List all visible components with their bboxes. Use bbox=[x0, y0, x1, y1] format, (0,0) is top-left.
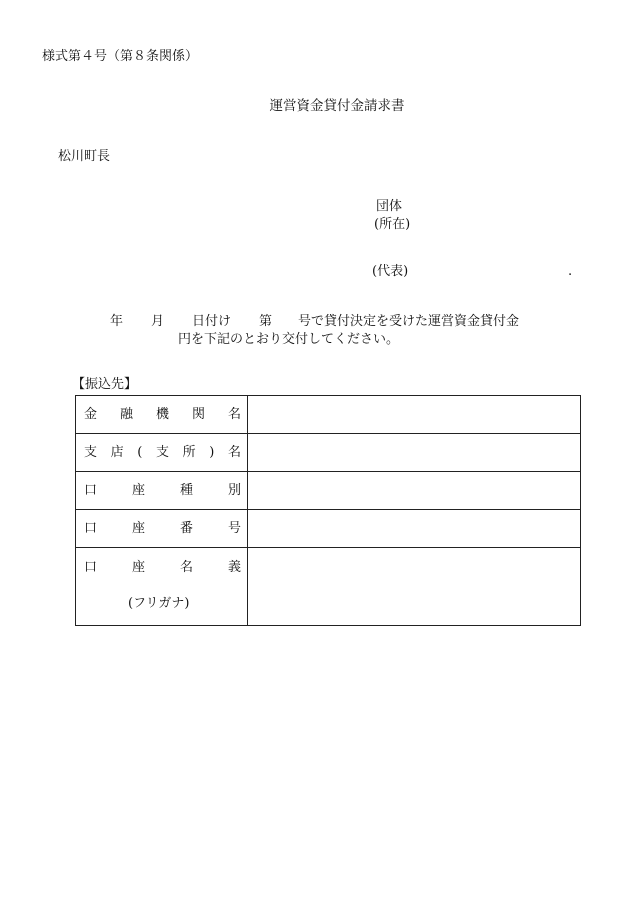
label-char: 支 bbox=[84, 445, 98, 460]
bank-name-field[interactable] bbox=[248, 396, 581, 434]
remittance-table bbox=[75, 395, 581, 626]
form-number: 様式第４号（第８条関係） bbox=[42, 49, 199, 64]
furigana-label: (フリガナ) bbox=[128, 596, 190, 611]
label-char: 所 bbox=[182, 445, 196, 460]
label-char: 番 bbox=[179, 521, 193, 536]
label-char: 金 bbox=[84, 407, 98, 422]
table-row-account-number bbox=[76, 510, 581, 548]
label-char: 座 bbox=[131, 483, 145, 498]
account-holder-field[interactable] bbox=[248, 548, 581, 626]
representative-label: (代表) bbox=[372, 264, 409, 279]
body-month: 月 bbox=[151, 314, 165, 329]
body-dai: 第 bbox=[259, 314, 273, 329]
label-char: 口 bbox=[84, 560, 98, 575]
table-row-account-holder bbox=[76, 548, 581, 626]
addressee: 松川町長 bbox=[58, 149, 111, 164]
account-number-label bbox=[76, 510, 248, 548]
label-char: 名 bbox=[179, 560, 193, 575]
label-char: 座 bbox=[131, 560, 145, 575]
body-go-text: 号で貸付決定を受けた運営資金貸付金 bbox=[298, 314, 520, 329]
account-holder-label bbox=[76, 548, 248, 626]
label-char: 支 bbox=[155, 445, 169, 460]
table-caption: 【振込先】 bbox=[72, 377, 138, 392]
table-row-bank bbox=[76, 396, 581, 434]
label-char: 種 bbox=[179, 483, 193, 498]
branch-name-label bbox=[76, 434, 248, 472]
account-type-label bbox=[76, 472, 248, 510]
body-line2: 円を下記のとおり交付してください。 bbox=[178, 332, 400, 347]
table-row-branch bbox=[76, 434, 581, 472]
label-char: 口 bbox=[84, 521, 98, 536]
table-row-account-type bbox=[76, 472, 581, 510]
branch-name-field[interactable] bbox=[248, 434, 581, 472]
account-number-field[interactable] bbox=[248, 510, 581, 548]
body-day: 日付け bbox=[192, 314, 232, 329]
label-char: 店 bbox=[110, 445, 124, 460]
body-year: 年 bbox=[110, 314, 124, 329]
signature-period: . bbox=[568, 264, 573, 279]
document-title: 運営資金貸付金請求書 bbox=[269, 98, 405, 114]
address-label: (所在) bbox=[374, 217, 411, 232]
label-char: 名 bbox=[227, 445, 241, 460]
label-char: 融 bbox=[119, 407, 133, 422]
org-label: 団体 bbox=[376, 199, 403, 214]
label-char: 口 bbox=[84, 483, 98, 498]
label-char: 名 bbox=[227, 407, 241, 422]
label-char: 座 bbox=[131, 521, 145, 536]
label-char: ( bbox=[137, 445, 143, 460]
label-char: 義 bbox=[227, 560, 241, 575]
label-char: 機 bbox=[155, 407, 169, 422]
label-char: 別 bbox=[227, 483, 241, 498]
account-type-field[interactable] bbox=[248, 472, 581, 510]
label-char: 関 bbox=[191, 407, 205, 422]
label-char: 号 bbox=[227, 521, 241, 536]
label-char: ) bbox=[209, 445, 215, 460]
bank-name-label bbox=[76, 396, 248, 434]
